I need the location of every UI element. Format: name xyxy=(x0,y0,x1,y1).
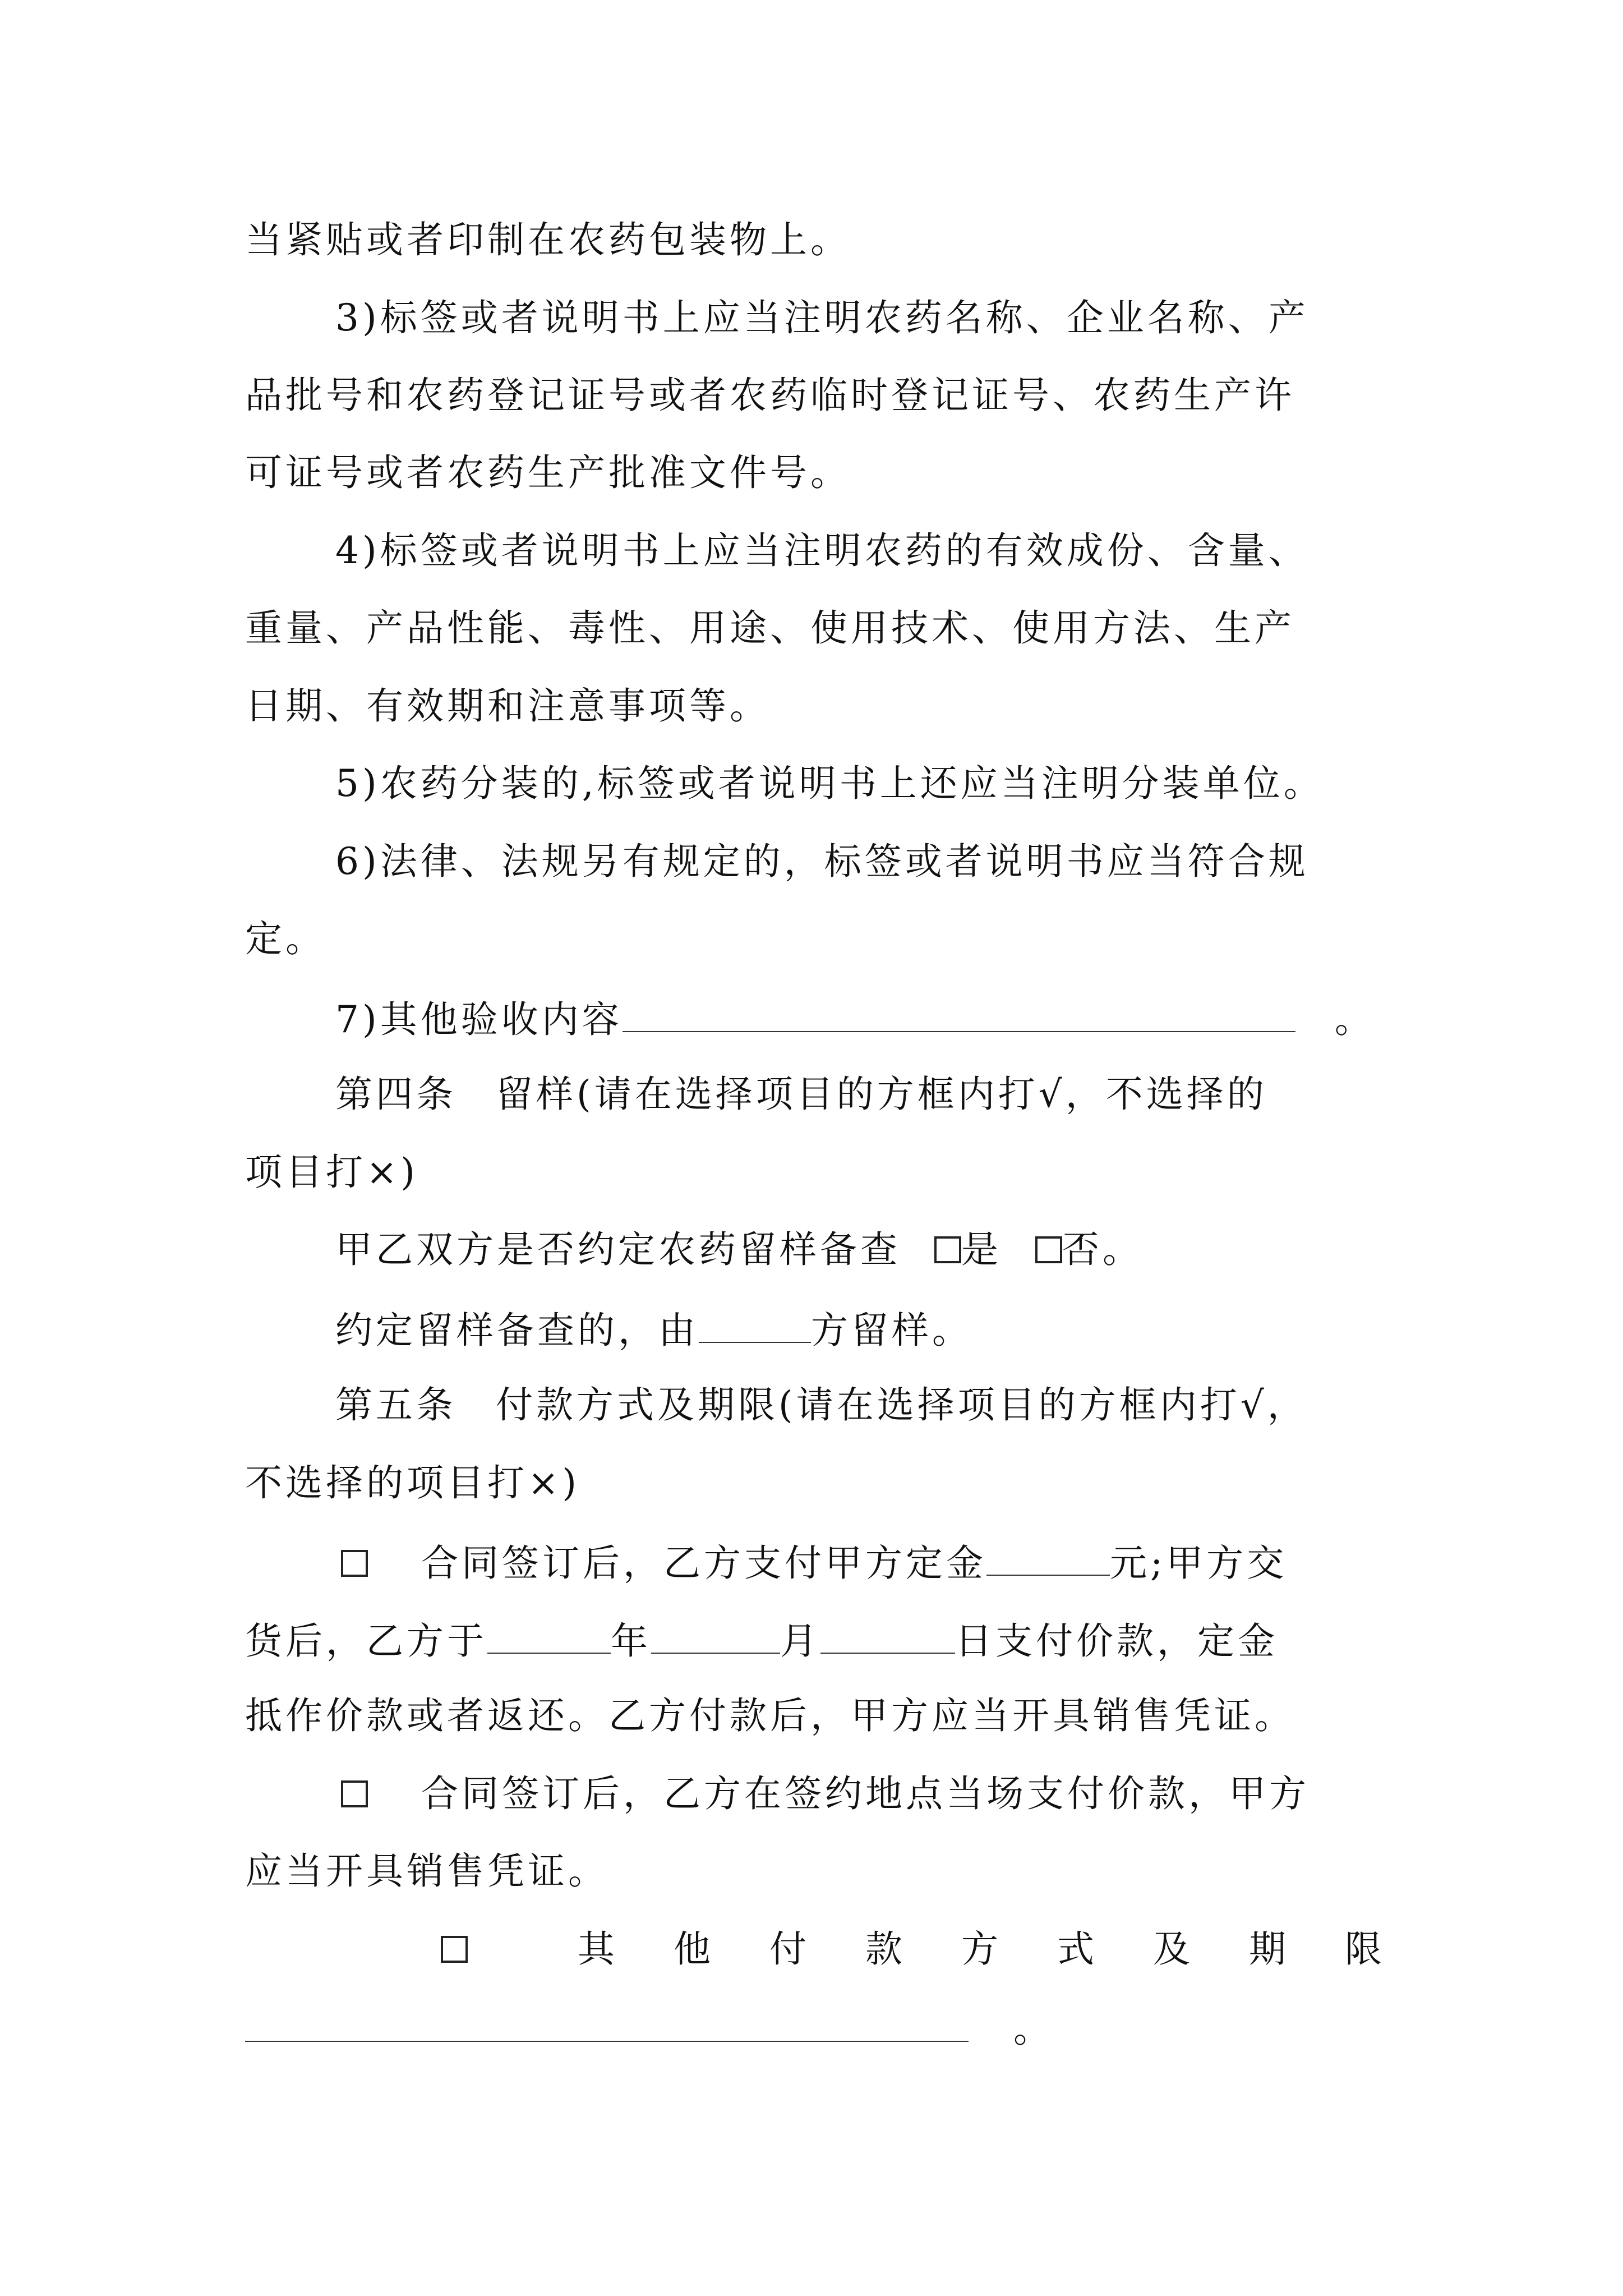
text-line xyxy=(441,1931,468,1968)
article-number: 第四条 xyxy=(335,1073,457,1116)
text-line xyxy=(245,1461,580,1504)
paragraph-text: 定。 xyxy=(245,917,326,960)
paragraph-text: 约定留样备查的，由 xyxy=(335,1309,699,1352)
paragraph-text: 品批号和农药登记证号或者农药临时登记证号、农药生产许 xyxy=(245,374,1295,417)
article-number: 第五条 xyxy=(335,1383,457,1427)
fill-blank[interactable] xyxy=(699,1309,811,1343)
text-line xyxy=(245,1151,419,1194)
spaced-char: 期 xyxy=(1249,1927,1289,1971)
fill-blank[interactable] xyxy=(651,1620,780,1654)
spaced-char: 方 xyxy=(961,1927,1002,1971)
checkbox-option-2[interactable] xyxy=(341,1780,368,1807)
text-line xyxy=(341,1772,1310,1815)
text-line xyxy=(335,296,1309,339)
item-label: 7)其他验收内容 xyxy=(335,998,623,1041)
checkbox-no-label: 否。 xyxy=(1062,1228,1143,1271)
checkbox-no[interactable] xyxy=(1035,1236,1062,1263)
paragraph-text: 不选择的项目打×) xyxy=(245,1461,580,1504)
text-line xyxy=(335,840,1309,883)
article-title: 付款方式及期限(请在选择项目的方框内打√， xyxy=(496,1383,1308,1427)
paragraph-text: 合同签订后，乙方在签约地点当场支付价款，甲方 xyxy=(421,1772,1310,1815)
paragraph-text: 5)农药分装的,标签或者说明书上还应当注明分装单位。 xyxy=(335,762,1324,805)
paragraph-text: 6)法律、法规另有规定的，标签或者说明书应当符合规 xyxy=(335,840,1309,883)
text-line xyxy=(245,374,1295,417)
paragraph-text: 项目打×) xyxy=(245,1151,419,1194)
checkbox-yes[interactable] xyxy=(934,1236,961,1263)
paragraph-text: 月 xyxy=(780,1619,820,1663)
paragraph-text: 方留样。 xyxy=(811,1309,972,1352)
question-text: 甲乙双方是否约定农药留样备查 xyxy=(335,1228,901,1271)
text-line xyxy=(245,684,770,728)
spaced-char: 款 xyxy=(865,1927,906,1971)
spaced-char: 限 xyxy=(1345,1927,1385,1971)
checkbox-option-1[interactable] xyxy=(341,1550,368,1577)
fill-blank[interactable] xyxy=(986,1542,1110,1576)
paragraph-text: 货后，乙方于 xyxy=(245,1619,487,1663)
text-line xyxy=(245,451,851,494)
fill-blank[interactable] xyxy=(623,999,1295,1032)
text-line xyxy=(245,2008,1054,2051)
paragraph-text: 重量、产品性能、毒性、用途、使用技术、使用方法、生产 xyxy=(245,606,1295,650)
text-line xyxy=(245,218,851,261)
paragraph-text: 日支付价款，定金 xyxy=(955,1619,1278,1663)
spaced-char: 他 xyxy=(674,1927,714,1971)
fill-blank[interactable] xyxy=(245,2008,969,2042)
spaced-char: 付 xyxy=(769,1927,810,1971)
period: 。 xyxy=(1013,2008,1054,2051)
text-line xyxy=(245,1849,608,1893)
spaced-text-line xyxy=(578,1927,1385,1971)
text-line xyxy=(335,998,1375,1041)
text-line xyxy=(335,1383,1308,1427)
text-line xyxy=(341,1542,1288,1585)
spaced-char: 其 xyxy=(578,1927,618,1971)
text-line xyxy=(335,1073,1267,1116)
text-line xyxy=(245,917,326,960)
period: 。 xyxy=(1334,998,1375,1041)
paragraph-text: 年 xyxy=(611,1619,651,1663)
paragraph-text: 3)标签或者说明书上应当注明农药名称、企业名称、产 xyxy=(335,296,1309,339)
paragraph-text: 4)标签或者说明书上应当注明农药的有效成份、含量、 xyxy=(335,529,1309,572)
paragraph-text: 合同签订后，乙方支付甲方定金 xyxy=(421,1542,986,1585)
fill-blank[interactable] xyxy=(487,1620,611,1654)
checkbox-option-3[interactable] xyxy=(441,1936,468,1963)
spaced-char: 及 xyxy=(1153,1927,1193,1971)
paragraph-text: 元;甲方交 xyxy=(1110,1542,1288,1585)
checkbox-yes-label: 是 xyxy=(961,1228,1002,1271)
text-line xyxy=(245,1694,1295,1737)
paragraph-text: 可证号或者农药生产批准文件号。 xyxy=(245,451,851,494)
fill-blank[interactable] xyxy=(820,1620,955,1654)
spaced-char: 式 xyxy=(1057,1927,1098,1971)
text-line xyxy=(245,1619,1278,1663)
text-line xyxy=(335,762,1324,805)
paragraph-text: 抵作价款或者返还。乙方付款后，甲方应当开具销售凭证。 xyxy=(245,1694,1295,1737)
text-line xyxy=(335,529,1309,572)
text-line xyxy=(335,1228,1143,1271)
paragraph-text: 当紧贴或者印制在农药包装物上。 xyxy=(245,218,851,261)
text-line xyxy=(245,606,1295,650)
text-line xyxy=(335,1309,972,1352)
paragraph-text: 应当开具销售凭证。 xyxy=(245,1849,608,1893)
paragraph-text: 日期、有效期和注意事项等。 xyxy=(245,684,770,728)
article-title: 留样(请在选择项目的方框内打√，不选择的 xyxy=(496,1073,1267,1116)
